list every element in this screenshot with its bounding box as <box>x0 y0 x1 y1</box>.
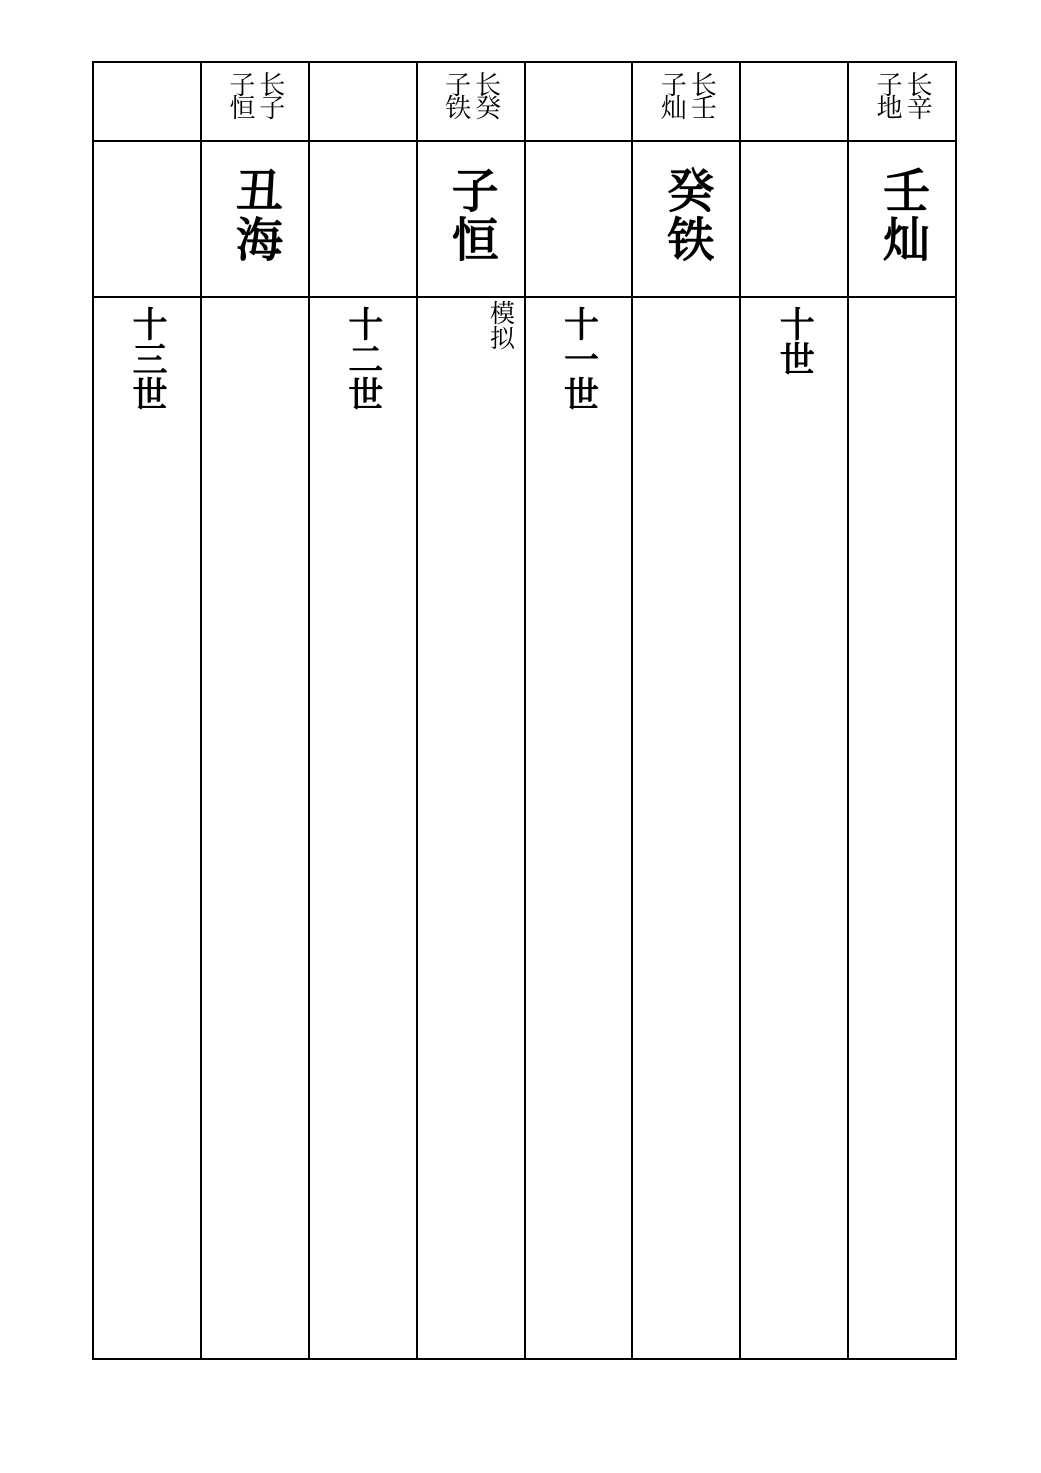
relation-cell-7 <box>741 63 849 142</box>
name-cell-2 <box>202 142 310 298</box>
relation-label: 长子 子恒 <box>224 71 285 117</box>
person-name: 壬灿 <box>875 166 931 264</box>
name-cell-4 <box>418 142 526 298</box>
name-cell-1 <box>94 142 202 298</box>
body-cell-8 <box>849 298 957 1360</box>
relation-label: 长癸 子铁 <box>440 71 501 117</box>
body-cell-3 <box>310 298 418 1360</box>
name-cell-8 <box>849 142 957 298</box>
generation-label: 十二世 <box>342 306 384 411</box>
person-name: 丑海 <box>227 166 283 264</box>
relation-cell-5 <box>526 63 634 142</box>
person-name: 癸铁 <box>659 166 715 264</box>
relation-cell-6 <box>633 63 741 142</box>
name-cell-5 <box>526 142 634 298</box>
note-text: 模拟 <box>486 300 516 350</box>
generation-label: 十一世 <box>558 306 600 411</box>
relation-cell-2 <box>202 63 310 142</box>
name-cell-3 <box>310 142 418 298</box>
body-cell-1 <box>94 298 202 1360</box>
genealogy-table <box>92 61 957 1360</box>
generation-label: 十世 <box>774 306 816 376</box>
relation-cell-8 <box>849 63 957 142</box>
body-cell-4 <box>418 298 526 1360</box>
relation-label: 长壬 子灿 <box>656 71 717 117</box>
relation-cell-3 <box>310 63 418 142</box>
relation-cell-1 <box>94 63 202 142</box>
relation-label: 长辛 子地 <box>872 71 933 117</box>
body-cell-7 <box>741 298 849 1360</box>
name-cell-7 <box>741 142 849 298</box>
generation-label: 十三世 <box>126 306 168 411</box>
person-name: 子恒 <box>443 166 499 264</box>
relation-cell-4 <box>418 63 526 142</box>
body-cell-6 <box>633 298 741 1360</box>
body-cell-2 <box>202 298 310 1360</box>
name-cell-6 <box>633 142 741 298</box>
body-cell-5 <box>526 298 634 1360</box>
